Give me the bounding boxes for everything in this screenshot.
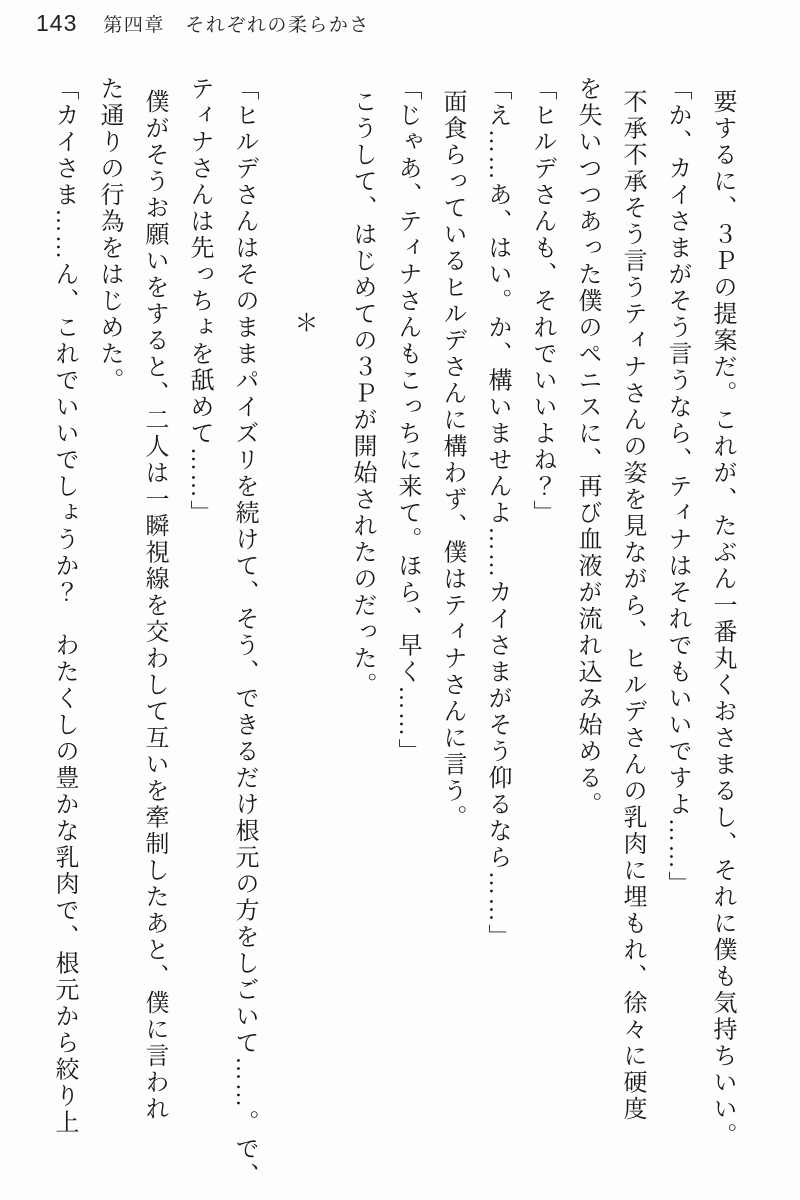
section-break-asterisk: ＊ <box>290 310 316 334</box>
text-line: 「え……あ、はい。か、構いませんよ……カイさまがそう仰るなら……」 <box>484 76 510 951</box>
text-line: 「ヒルデさんも、それでいいよね？」 <box>529 76 555 527</box>
text-line: 要するに、３Ｐの提案だ。これが、たぶん一番丸くおさまるし、それに僕も気持ちいい。 <box>709 89 735 1149</box>
text-line: 僕がそうお願いをすると、二人は一瞬視線を交わして互いを牽制したあと、僕に言われ <box>141 89 167 1123</box>
text-line: ティナさんは先っちょを舐めて……」 <box>186 76 212 527</box>
text-line: 「ヒルデさんはそのままパイズリを続けて、そう、できるだけ根元の方をしごいて……。で、 <box>231 76 257 1189</box>
text-line: 面食らっているヒルデさんに構わず、僕はティナさんに言う。 <box>439 89 465 831</box>
page-number: 143 <box>36 10 78 36</box>
text-line: 「カイさま……ん、これでいいでしょうか？ わたくしの豊かな乳肉で、根元から絞り上 <box>51 76 77 1136</box>
text-line: 「か、カイさまがそう言うなら、ティナはそれでもいいですよ……」 <box>664 76 690 898</box>
text-line: た通りの行為をはじめた。 <box>96 76 122 394</box>
vertical-text-body <box>41 76 744 1196</box>
text-line: 不承不承そう言うティナさんの姿を見ながら、ヒルデさんの乳肉に埋もれ、徐々に硬度 <box>619 89 645 1123</box>
text-line: こうして、はじめての３Ｐが開始されたのだった。 <box>349 89 375 699</box>
running-head <box>36 10 370 37</box>
text-line: を失いつつあった僕のペニスに、再び血液が流れ込み始める。 <box>574 76 600 818</box>
text-line: 「じゃあ、ティナさんもこっちに来て。ほら、早く……」 <box>394 76 420 765</box>
chapter-title: 第四章 それぞれの柔らかさ <box>103 15 370 36</box>
